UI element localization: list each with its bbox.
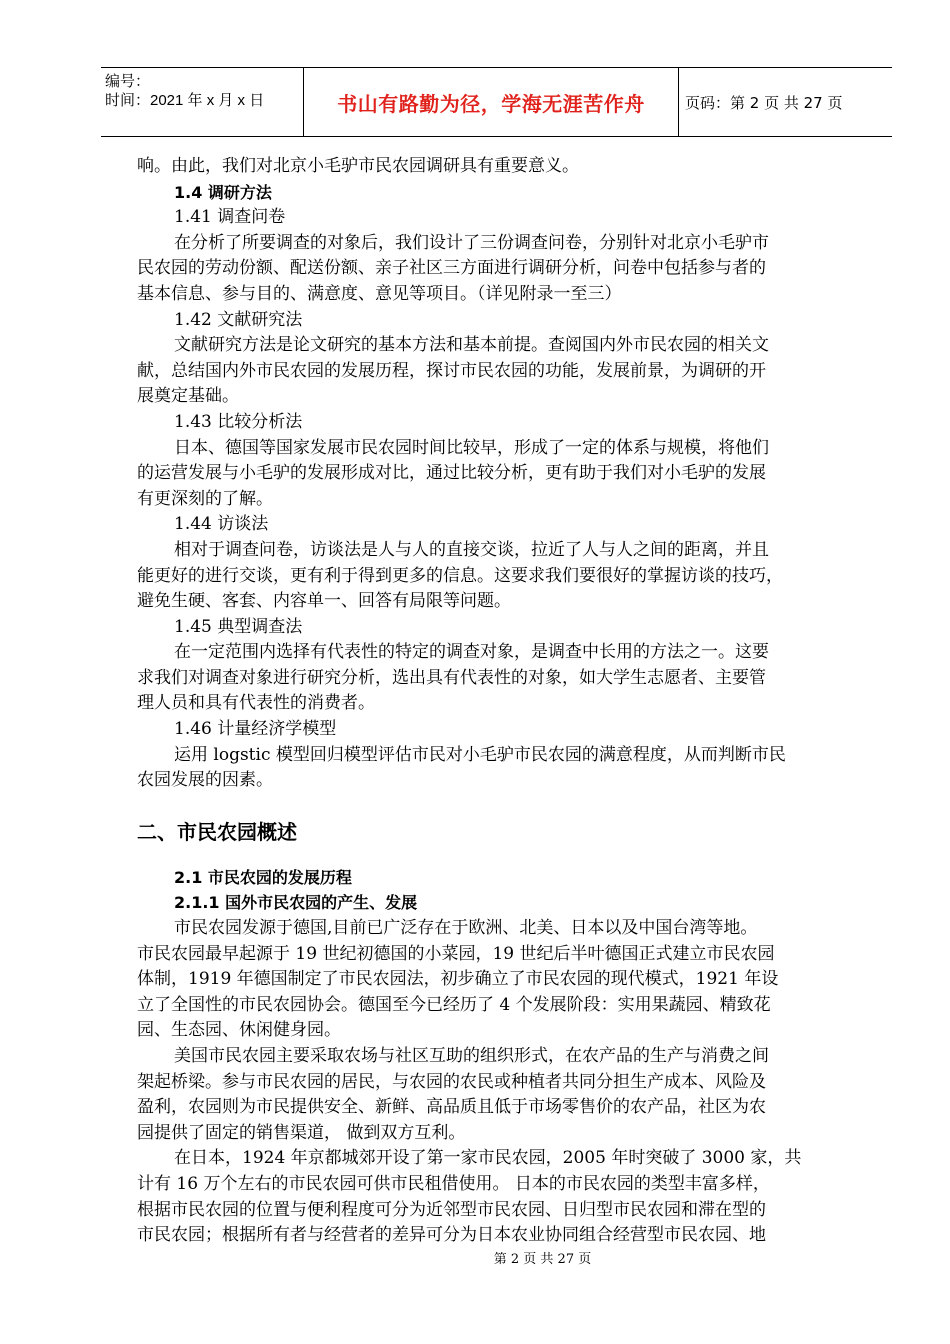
paragraph-line: 展奠定基础。: [137, 386, 239, 407]
header-motto: 书山有路勤为径，学海无涯苦作舟: [304, 68, 679, 136]
page-header: [101, 67, 892, 137]
paragraph-line: 园提供了固定的销售渠道， 做到双方互利。: [137, 1122, 466, 1143]
paragraph-line: 响。由此，我们对北京小毛驴市民农园调研具有重要意义。: [137, 156, 579, 176]
paragraph-line: 盈利，农园则为市民提供安全、新鲜、高品质且低于市场零售价的农产品，社区为农: [137, 1097, 766, 1118]
footer-page-number: 第 2 页 共 27 页: [493, 1252, 592, 1267]
header-time: 时间：2021 年 x 月 x 日: [105, 92, 265, 109]
paragraph-line: 基本信息、参与目的、满意度、意见等项目。（详见附录一至三）: [137, 283, 622, 304]
paragraph-line: 在日本，1924 年京都城郊开设了第一家市民农园，2005 年时突破了 3000 家，共: [174, 1148, 802, 1169]
header-number: 编号：: [105, 73, 151, 90]
subsection-heading: 1.43 比较分析法: [174, 411, 303, 432]
section-heading: 1.4 调研方法: [174, 182, 272, 202]
paragraph-line: 计有 16 万个左右的市民农园可供市民租借使用。 日本的市民农园的类型丰富多样，: [137, 1173, 770, 1194]
paragraph-line: 架起桥梁。参与市民农园的居民，与农园的农民或种植者共同分担生产成本、风险及: [137, 1071, 766, 1092]
paragraph-line: 的运营发展与小毛驴的发展形成对比，通过比较分析，更有助于我们对小毛驴的发展: [137, 463, 766, 484]
subsection-title: 2.1.1 国外市民农园的产生、发展: [174, 893, 418, 913]
subsection-heading: 1.42 文献研究法: [174, 309, 303, 330]
paragraph-line: 有更深刻的了解。: [137, 488, 273, 509]
paragraph-line: 避免生硬、客套、内容单一、回答有局限等问题。: [137, 591, 511, 612]
paragraph-line: 运用 logstic 模型回归模型评估市民对小毛驴市民农园的满意程度，从而判断市民: [174, 744, 786, 765]
paragraph-line: 民农园的劳动份额、配送份额、亲子社区三方面进行调研分析，问卷中包括参与者的: [137, 258, 766, 279]
header-meta: [101, 68, 304, 136]
paragraph-line: 市民农园发源于德国,目前已广泛存在于欧洲、北美、日本以及中国台湾等地。: [174, 918, 758, 939]
paragraph-line: 献，总结国内外市民农园的发展历程，探讨市民农园的功能，发展前景，为调研的开: [137, 360, 766, 381]
paragraph-line: 求我们对调查对象进行研究分析，选出具有代表性的对象，如大学生志愿者、主要管: [137, 667, 766, 688]
paragraph-line: 农园发展的因素。: [137, 770, 273, 791]
paragraph-line: 体制，1919 年德国制定了市民农园法，初步确立了市民农园的现代模式，1921 年设: [137, 969, 779, 990]
paragraph-line: 日本、德国等国家发展市民农园时间比较早，形成了一定的体系与规模，将他们: [174, 437, 769, 458]
section-title: 2.1 市民农园的发展历程: [174, 867, 352, 887]
paragraph-line: 美国市民农园主要采取农场与社区互助的组织形式，在农产品的生产与消费之间: [174, 1046, 769, 1066]
paragraph-line: 在一定范围内选择有代表性的特定的调查对象，是调查中长用的方法之一。这要: [174, 642, 769, 663]
paragraph-line: 市民农园；根据所有者与经营者的差异可分为日本农业协同组合经营型市民农园、地: [137, 1225, 766, 1246]
subsection-heading: 1.44 访谈法: [174, 514, 269, 535]
header-page: 页码：第 2 页 共 27 页: [685, 93, 843, 112]
chapter-title: 二、市民农园概述: [137, 819, 297, 844]
paragraph-line: 文献研究方法是论文研究的基本方法和基本前提。查阅国内外市民农园的相关文: [174, 335, 769, 356]
paragraph-line: 在分析了所要调查的对象后，我们设计了三份调查问卷，分别针对北京小毛驴市: [174, 232, 769, 253]
paragraph-line: 市民农园最早起源于 19 世纪初德国的小菜园，19 世纪后半叶德国正式建立市民农园: [137, 943, 775, 964]
subsection-heading: 1.45 典型调查法: [174, 616, 303, 637]
paragraph-line: 根据市民农园的位置与便利程度可分为近邻型市民农园、日归型市民农园和滞在型的: [137, 1199, 766, 1220]
paragraph-line: 立了全国性的市民农园协会。德国至今已经历了 4 个发展阶段：实用果蔬园、精致花: [137, 994, 771, 1015]
page-footer: [0, 1248, 950, 1267]
subsection-heading: 1.41 调查问卷: [174, 207, 286, 228]
paragraph-line: 园、生态园、休闲健身园。: [137, 1020, 341, 1041]
paragraph-line: 能更好的进行交谈，更有利于得到更多的信息。这要求我们要很好的掌握访谈的技巧，: [137, 565, 783, 586]
paragraph-line: 理人员和具有代表性的消费者。: [137, 693, 375, 714]
subsection-heading: 1.46 计量经济学模型: [174, 719, 337, 740]
document-body: [137, 154, 862, 1249]
paragraph-line: 相对于调查问卷，访谈法是人与人的直接交谈，拉近了人与人之间的距离，并且: [174, 539, 769, 560]
